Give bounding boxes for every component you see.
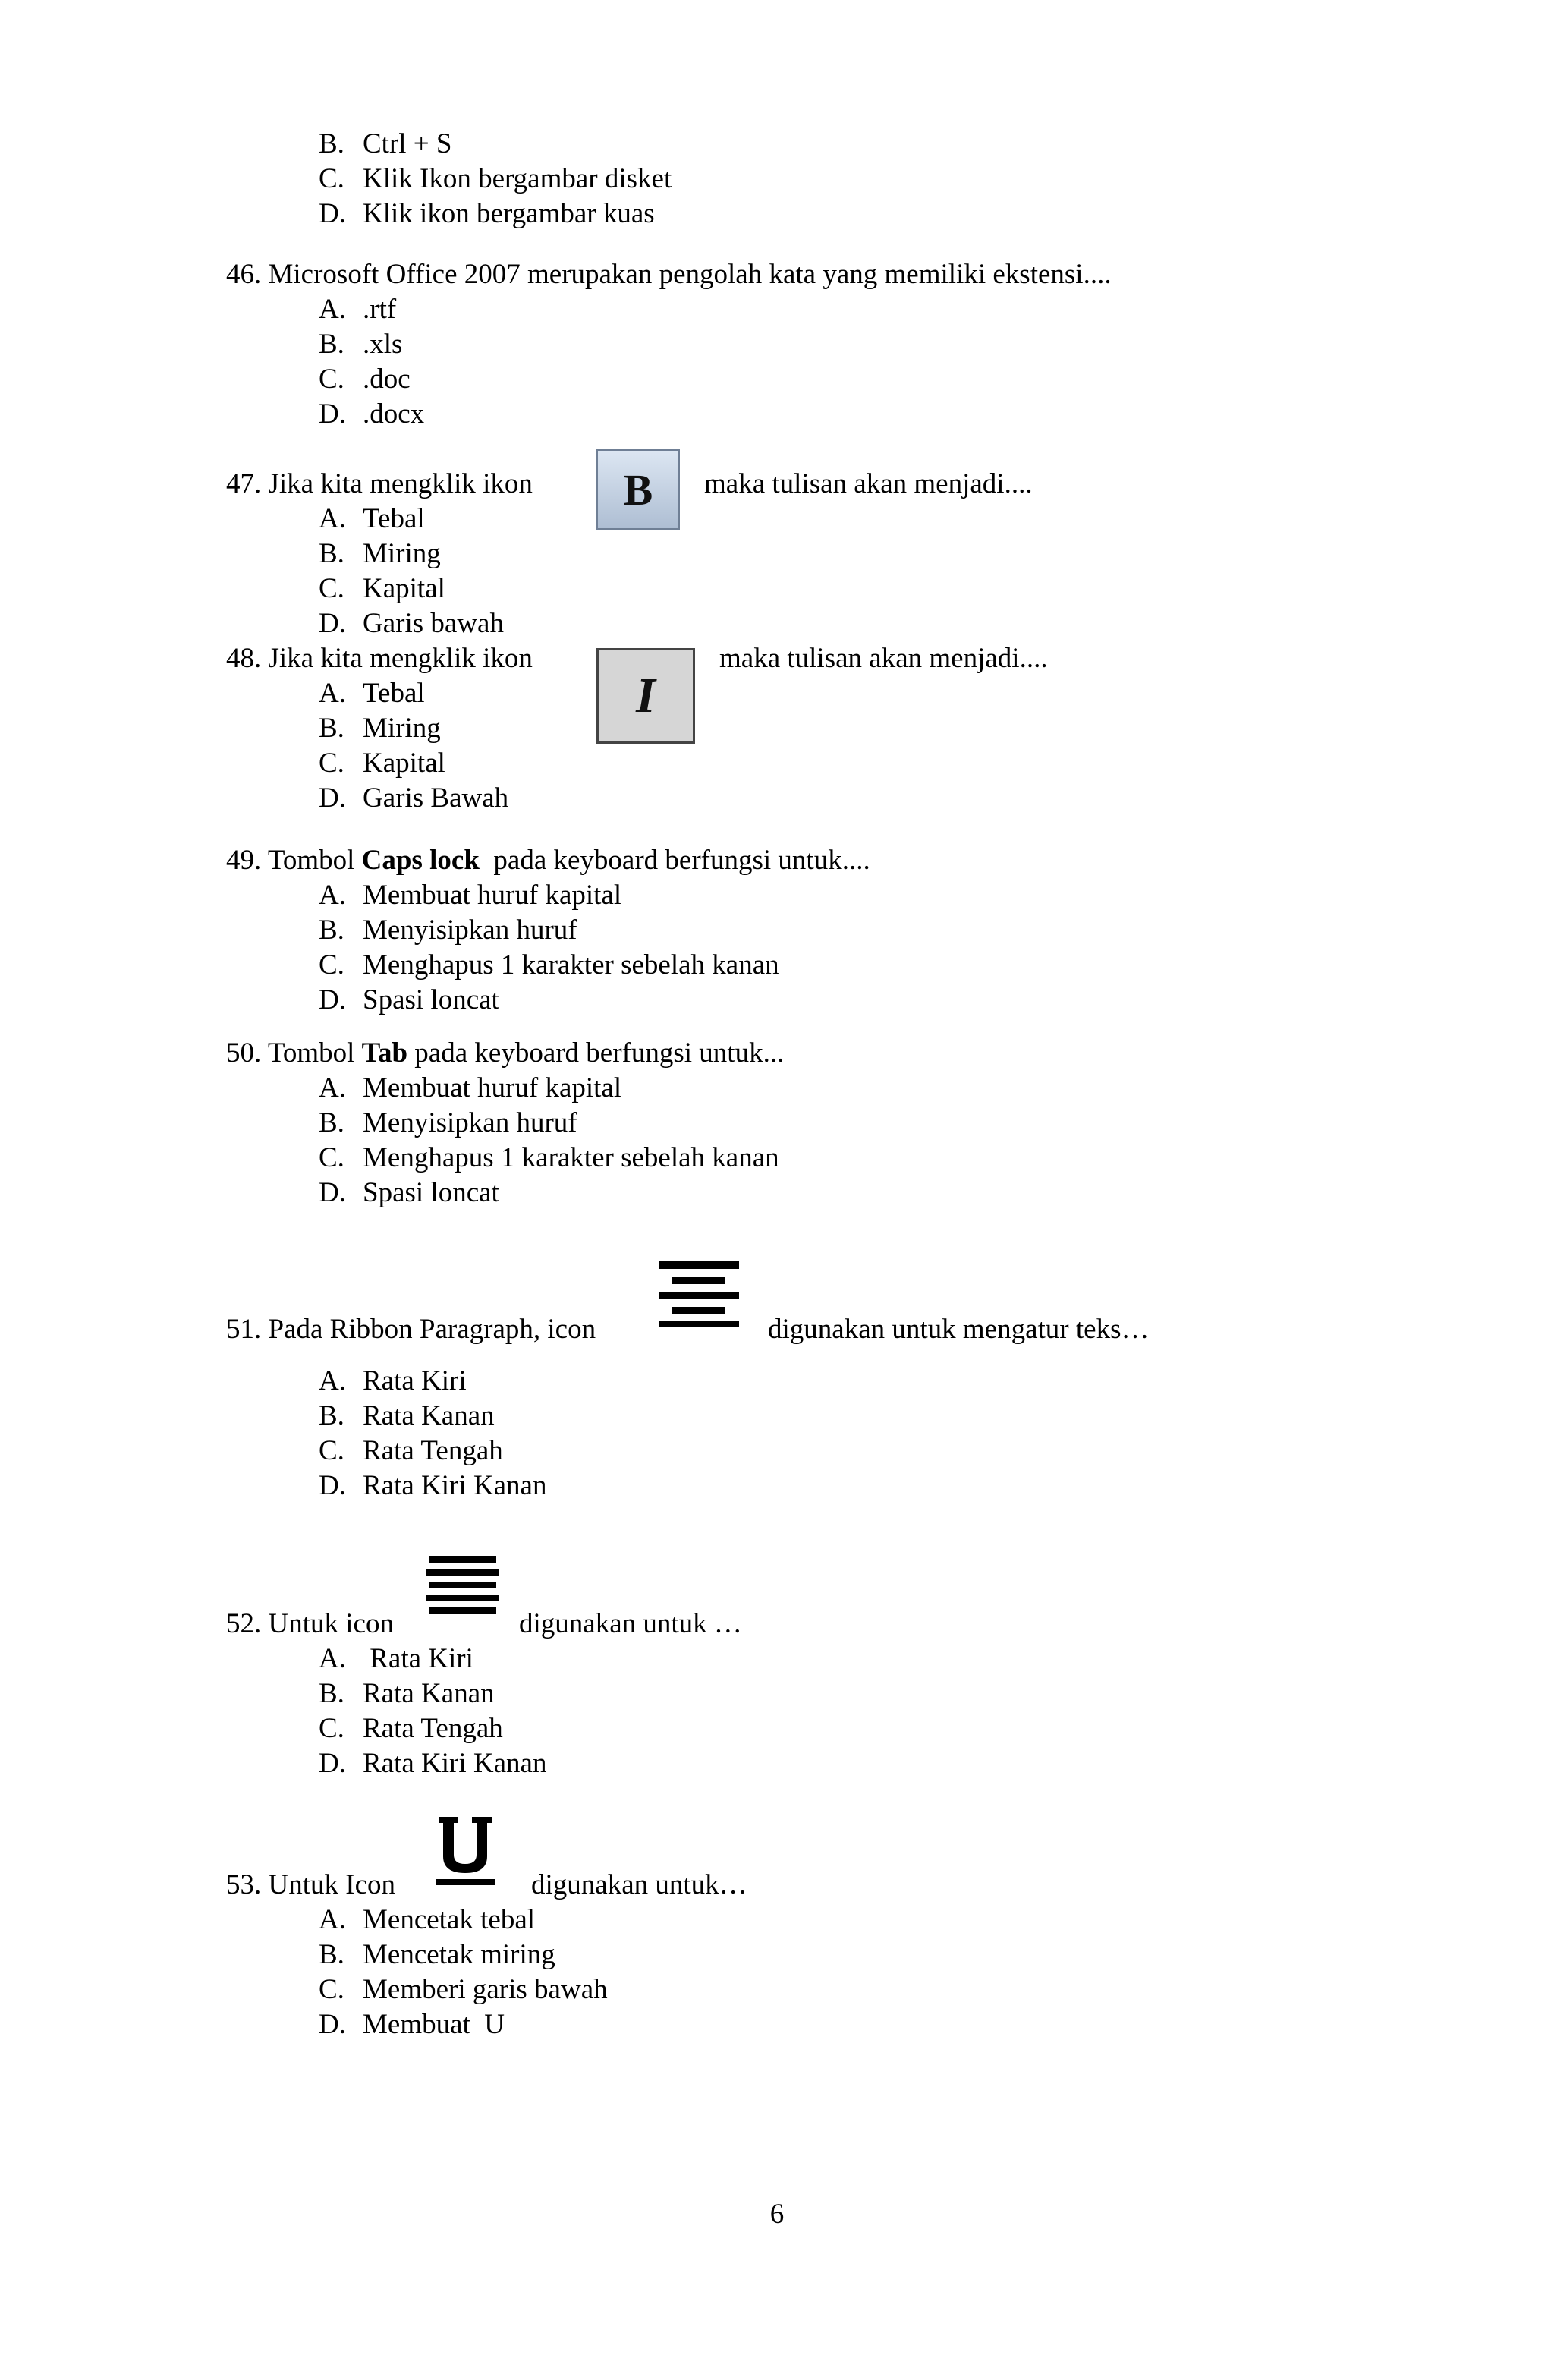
- q50-option-d: D. Spasi loncat: [319, 1177, 499, 1208]
- q51-option-b: B. Rata Kanan: [319, 1400, 495, 1431]
- q52-option-d: D. Rata Kiri Kanan: [319, 1748, 547, 1779]
- q47-option-c: C. Kapital: [319, 573, 445, 604]
- q53-option-a: A. Mencetak tebal: [319, 1904, 536, 1935]
- q48-option-b: B. Miring: [319, 713, 441, 744]
- q50-option-c: C. Menghapus 1 karakter sebelah kanan: [319, 1142, 779, 1173]
- q45-option-c: C. Klik Ikon bergambar disket: [319, 163, 672, 194]
- q46-question: 46. Microsoft Office 2007 merupakan pengolah kata yang memiliki ekstensi....: [226, 259, 1112, 290]
- q51-question-start: 51. Pada Ribbon Paragraph, icon: [226, 1314, 596, 1345]
- q46-option-a: A. .rtf: [319, 294, 397, 325]
- q51-option-c: C. Rata Tengah: [319, 1435, 503, 1466]
- q52-option-c: C. Rata Tengah: [319, 1713, 503, 1744]
- q49-option-c: C. Menghapus 1 karakter sebelah kanan: [319, 949, 779, 981]
- q49-option-b: B. Menyisipkan huruf: [319, 915, 577, 946]
- italic-button-icon: I: [596, 648, 695, 744]
- q45-option-b: B. Ctrl + S: [319, 128, 452, 159]
- q47-question-start: 47. Jika kita mengklik ikon: [226, 468, 533, 499]
- q50-question: 50. Tombol Tab pada keyboard berfungsi untuk...: [226, 1037, 785, 1069]
- q52-question-start: 52. Untuk icon: [226, 1608, 394, 1639]
- q50-key-name: Tab: [361, 1037, 408, 1069]
- q48-option-a: A. Tebal: [319, 678, 425, 709]
- page-number: 6: [769, 2199, 785, 2230]
- q52-question-end: digunakan untuk …: [519, 1608, 742, 1639]
- q49-option-a: A. Membuat huruf kapital: [319, 880, 622, 911]
- q47-option-b: B. Miring: [319, 538, 441, 569]
- q46-option-d: D. .docx: [319, 398, 425, 430]
- q53-question-start: 53. Untuk Icon: [226, 1869, 395, 1900]
- q51-option-a: A. Rata Kiri: [319, 1365, 467, 1396]
- q51-option-d: D. Rata Kiri Kanan: [319, 1470, 547, 1501]
- q49-question: 49. Tombol Caps lock pada keyboard berfungsi untuk....: [226, 845, 870, 876]
- q53-option-d: D. Membuat U: [319, 2009, 505, 2040]
- q50-option-a: A. Membuat huruf kapital: [319, 1072, 622, 1103]
- q48-question-end: maka tulisan akan menjadi....: [719, 643, 1048, 674]
- underline-icon: [434, 1815, 496, 1887]
- q51-question-end: digunakan untuk mengatur teks…: [768, 1314, 1150, 1345]
- q53-option-b: B. Mencetak miring: [319, 1939, 555, 1970]
- q48-question-start: 48. Jika kita mengklik ikon: [226, 643, 533, 674]
- q53-option-c: C. Memberi garis bawah: [319, 1974, 608, 2005]
- q48-option-d: D. Garis Bawah: [319, 782, 509, 814]
- align-center-icon: [657, 1260, 741, 1328]
- q45-option-d: D. Klik ikon bergambar kuas: [319, 198, 655, 229]
- q48-option-c: C. Kapital: [319, 748, 445, 779]
- align-justify-icon: [425, 1554, 501, 1617]
- q50-option-b: B. Menyisipkan huruf: [319, 1107, 577, 1138]
- q46-option-b: B. .xls: [319, 329, 403, 360]
- q49-option-d: D. Spasi loncat: [319, 984, 499, 1015]
- q46-option-c: C. .doc: [319, 364, 411, 395]
- q49-key-name: Caps lock: [361, 845, 480, 876]
- q52-option-b: B. Rata Kanan: [319, 1678, 495, 1709]
- q47-option-a: A. Tebal: [319, 503, 425, 534]
- q47-question-end: maka tulisan akan menjadi....: [704, 468, 1033, 499]
- q52-option-a: A. Rata Kiri: [319, 1643, 473, 1674]
- q53-question-end: digunakan untuk…: [531, 1869, 747, 1900]
- q47-option-d: D. Garis bawah: [319, 608, 504, 639]
- bold-button-icon: B: [596, 449, 680, 530]
